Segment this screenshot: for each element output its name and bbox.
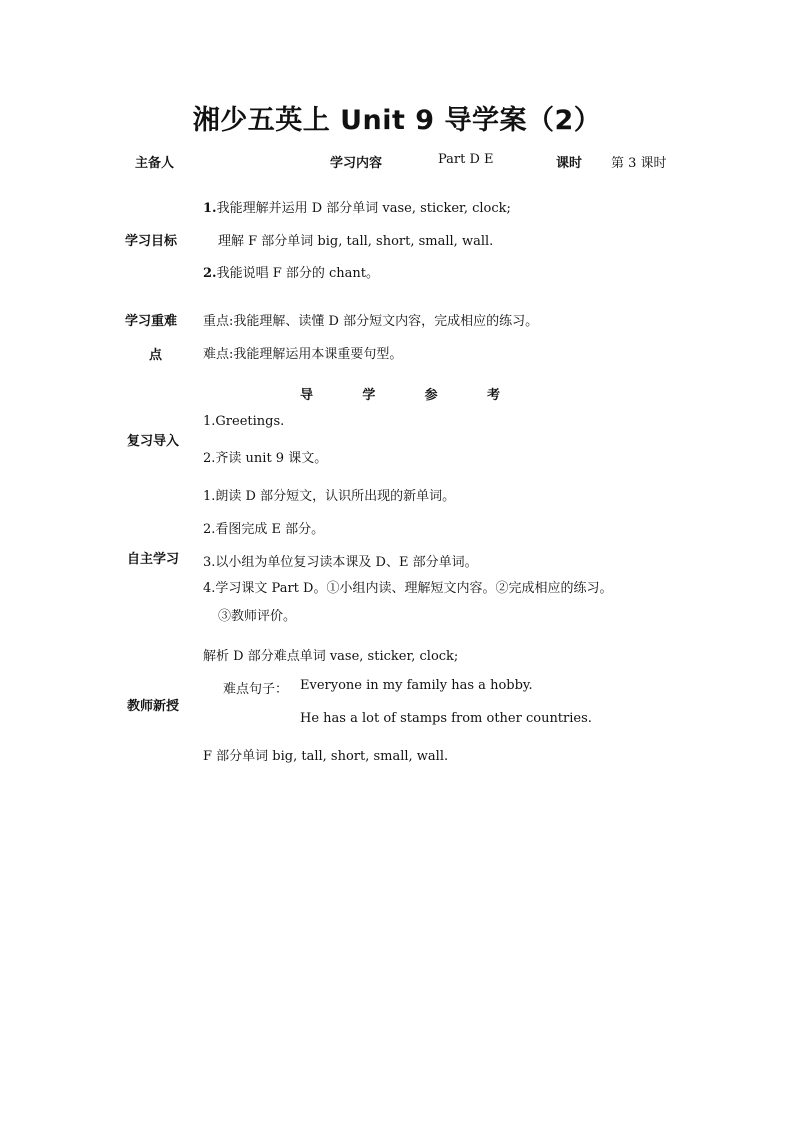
goal-line-3 <box>203 262 379 281</box>
key-point-focus: 重点:我能理解、读懂 D 部分短文内容，完成相应的练习。 <box>203 314 539 329</box>
goal-line-1-text: 我能理解并运用 D 部分单词 vase, sticker, clock; <box>216 201 511 216</box>
goal-line-1 <box>203 197 511 216</box>
period-label: 课时 <box>556 156 583 171</box>
guide-char: 学 <box>362 388 376 403</box>
goal-line-1-number: 1. <box>203 201 217 216</box>
goals-label: 学习目标 <box>125 234 178 249</box>
self-study-item: 2.看图完成 E 部分。 <box>203 522 325 537</box>
self-study-label: 自主学习 <box>127 552 180 567</box>
key-points-label-line2: 点 <box>149 348 163 363</box>
page-title: 湘少五英上 Unit 9 导学案（2） <box>192 105 602 136</box>
content-value: Part D E <box>438 152 494 167</box>
difficult-sentence-1: Everyone in my family has a hobby. <box>300 678 533 693</box>
key-points-label-line1: 学习重难 <box>125 314 178 329</box>
self-study-item: ③教师评价。 <box>218 609 297 624</box>
guide-char: 参 <box>424 388 438 403</box>
guide-heading <box>300 384 500 403</box>
review-item: 1.Greetings. <box>203 414 285 429</box>
teaching-line-1: 解析 D 部分难点单词 vase, sticker, clock; <box>203 649 459 664</box>
teaching-label: 教师新授 <box>127 699 180 714</box>
review-item: 2.齐读 unit 9 课文。 <box>203 451 328 466</box>
teaching-line-last: F 部分单词 big, tall, short, small, wall. <box>203 749 449 764</box>
goal-line-3-number: 2. <box>203 266 217 281</box>
difficult-sentence-2: He has a lot of stamps from other countries. <box>300 711 592 726</box>
goal-line-3-text: 我能说唱 F 部分的 chant。 <box>216 266 379 281</box>
self-study-item: 4.学习课文 Part D。①小组内读、理解短文内容。②完成相应的练习。 <box>203 581 613 596</box>
guide-char: 导 <box>300 388 314 403</box>
content-label: 学习内容 <box>330 156 383 171</box>
preparer-label: 主备人 <box>135 156 175 171</box>
guide-char: 考 <box>486 388 500 403</box>
key-point-difficulty: 难点:我能理解运用本课重要句型。 <box>203 347 403 362</box>
review-label: 复习导入 <box>127 434 180 449</box>
difficult-sentences-label: 难点句子： <box>223 682 289 697</box>
self-study-item: 1.朗读 D 部分短文，认识所出现的新单词。 <box>203 489 456 504</box>
self-study-item: 3.以小组为单位复习读本课及 D、E 部分单词。 <box>203 555 478 570</box>
goal-line-2: 理解 F 部分单词 big, tall, short, small, wall. <box>218 234 494 249</box>
period-value: 第 3 课时 <box>611 156 667 171</box>
